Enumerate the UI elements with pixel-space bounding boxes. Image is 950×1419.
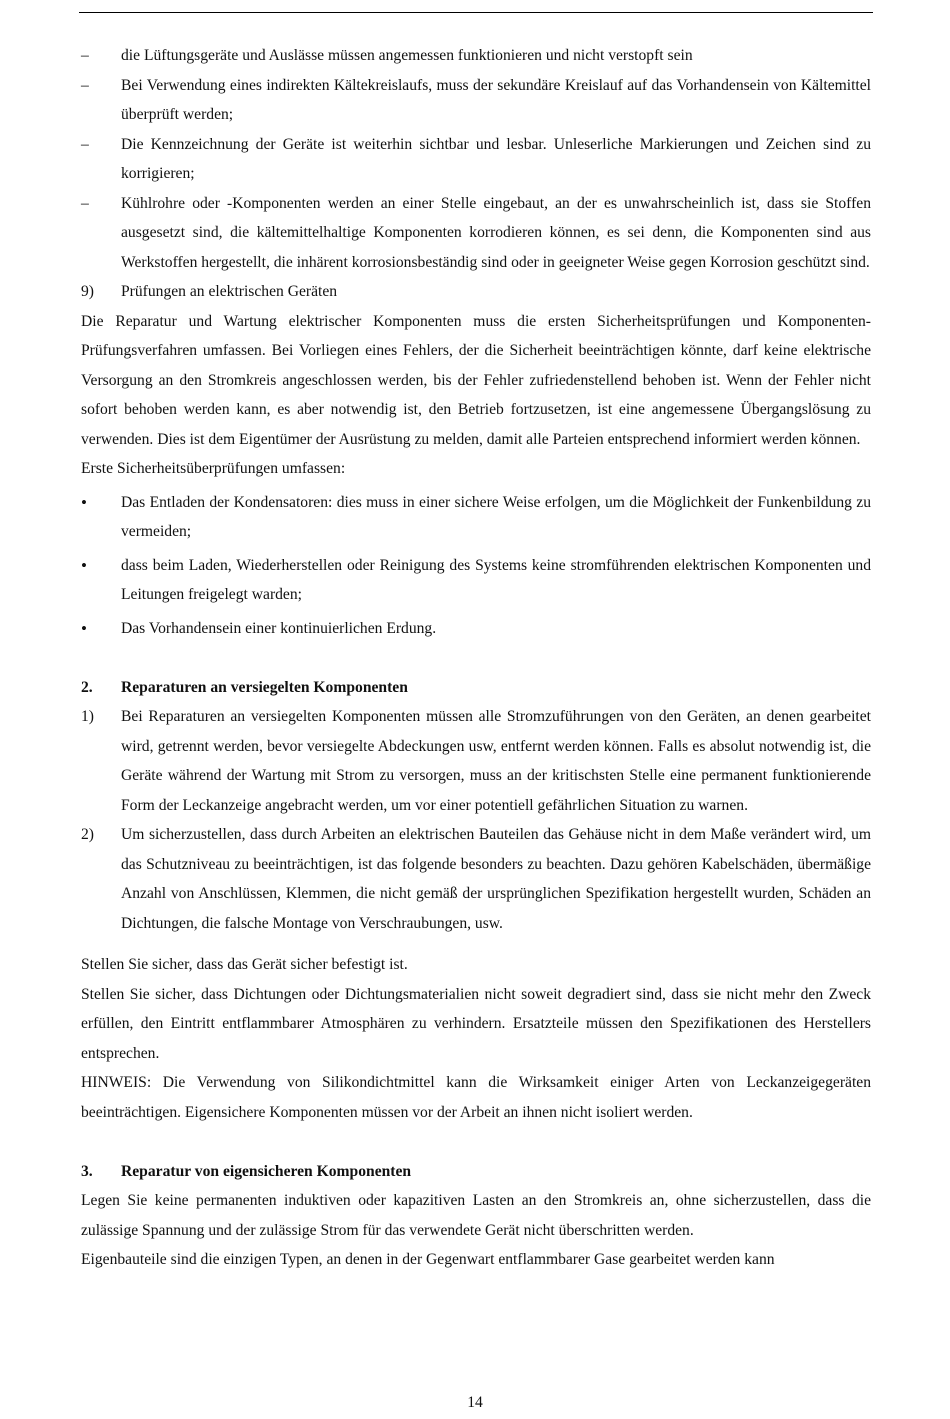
item-text: Um sicherzustellen, dass durch Arbeiten an elektrischen Bauteilen das Gehäuse nicht in dem Maße verändert wird, um das Schutzniveau zu beeinträchtigen, ist das folgende besonders zu beachten. Dazu gehören Kabelschäden, übermäßige Anzahl von Anschlüssen, Klemmen, die nicht gemäß der ursprünglichen Spezifikation hergestellt wurden, Schäden an Dichtungen, die falsche Montage von Verschraubungen, usw. [121, 826, 871, 932]
bullet-marker: • [81, 492, 87, 512]
bullet-marker: • [81, 555, 87, 575]
note-paragraph: HINWEIS: Die Verwendung von Silikondichtmittel kann die Wirksamkeit einiger Arten von Leckanzeigegeräten beeinträchtigen. Eigensichere Komponenten müssen vor der Arbeit an ihnen nicht isoliert werden. [81, 1074, 871, 1121]
bullet-text: Das Vorhandensein einer kontinuierlichen Erdung. [121, 619, 437, 637]
section-2-paragraph: Stellen Sie sicher, dass das Gerät sicher befestigt ist. [81, 956, 408, 973]
dash-list-item [81, 71, 871, 130]
dash-list-item [81, 41, 871, 71]
section-number: 3. [81, 1162, 93, 1180]
bullet-marker: • [81, 618, 87, 638]
section-9-heading [81, 277, 871, 307]
dash-marker: – [81, 47, 89, 64]
item-number: 1) [81, 708, 94, 725]
section-3-paragraph: Legen Sie keine permanenten induktiven oder kapazitiven Lasten an den Stromkreis an, ohne sicherzustellen, dass die zulässige Spannung und der zulässige Strom für das verwendete Gerät nicht überschritten werden. [81, 1192, 871, 1239]
section-2-heading [81, 673, 871, 703]
section-number: 2. [81, 678, 93, 696]
section-9-paragraph: Die Reparatur und Wartung elektrischer Komponenten muss die ersten Sicherheitsprüfungen und Komponenten-Prüfungsverfahren umfassen. Bei Vorliegen eines Fehlers, der die Sicherheit beeinträchtigen könnte, darf keine elektrische Versorgung an den Stromkreis angeschlossen werden, bis der Fehler zufriedenstellend behoben ist. Wenn der Fehler nicht sofort behoben werden kann, es aber notwendig ist, den Betrieb fortzusetzen, ist eine angemessene Übergangslösung zu verwenden. Dies ist dem Eigentümer der Ausrüstung zu melden, damit alle Parteien entsprechend informiert werden können. [81, 312, 871, 448]
bullet-item [81, 551, 871, 610]
dash-marker: – [81, 194, 89, 212]
bullet-item [81, 614, 871, 644]
item-number: 2) [81, 826, 94, 843]
section-2-paragraph: Stellen Sie sicher, dass Dichtungen oder Dichtungsmaterialien nicht soweit degradiert sind, dass sie nicht mehr den Zweck erfüllen, den Eintritt entflammbarer Atmosphären zu verhindern. Ersatzteile müssen den Spezifikationen des Herstellers entsprechen. [81, 985, 871, 1062]
section-3-heading [81, 1157, 871, 1187]
item-text: Bei Reparaturen an versiegelten Komponenten müssen alle Stromzuführungen von den Geräten, an denen gearbeitet wird, getrennt werden, bevor versiegelte Abdeckungen usw, entfernt werden können. Falls es absolut notwendig ist, die Geräte während der Wartung mit Strom zu versorgen, muss an der kritischsten Stelle eine permanent funktionierende Form der Leckanzeige angebracht werden, um vor einer potentiell gefährlichen Situation zu warnen. [121, 708, 871, 814]
header-rule [79, 12, 873, 13]
checks-intro: Erste Sicherheitsüberprüfungen umfassen: [81, 460, 346, 477]
dash-marker: – [81, 76, 89, 94]
bullet-item [81, 488, 871, 547]
numbered-item [81, 702, 871, 820]
section-title: Prüfungen an elektrischen Geräten [121, 283, 338, 300]
dash-list-item [81, 189, 871, 278]
dash-item-text: Die Kennzeichnung der Geräte ist weiterhin sichtbar und lesbar. Unleserliche Markierungen und Zeichen sind zu korrigieren; [121, 135, 871, 182]
dash-list-item [81, 130, 871, 189]
dash-item-text: Bei Verwendung eines indirekten Kältekreislaufs, muss der sekundäre Kreislauf auf das Vorhandensein von Kältemittel überprüft werden; [121, 76, 871, 123]
bullet-text: Das Entladen der Kondensatoren: dies muss in einer sichere Weise erfolgen, um die Möglichkeit der Funkenbildung zu vermeiden; [121, 493, 871, 540]
section-number: 9) [81, 283, 94, 300]
numbered-item [81, 820, 871, 938]
section-title: Reparaturen an versiegelten Komponenten [121, 678, 408, 696]
section-3-paragraph: Eigenbauteile sind die einzigen Typen, an denen in der Gegenwart entflammbarer Gase gearbeitet werden kann [81, 1251, 775, 1268]
bullet-text: dass beim Laden, Wiederherstellen oder Reinigung des Systems keine stromführenden elektrischen Komponenten und Leitungen freigelegt warden; [121, 556, 871, 603]
section-title: Reparatur von eigensicheren Komponenten [121, 1162, 412, 1180]
page-content [81, 41, 871, 1275]
dash-marker: – [81, 135, 89, 153]
page-number: 14 [467, 1394, 483, 1411]
dash-item-text: die Lüftungsgeräte und Auslässe müssen angemessen funktionieren und nicht verstopft sein [121, 47, 693, 64]
dash-item-text: Kühlrohre oder -Komponenten werden an einer Stelle eingebaut, an der es unwahrscheinlich ist, dass sie Stoffen ausgesetzt sind, die kältemittelhaltige Komponenten korrodieren können, es sei denn, die Komponenten sind aus Werkstoffen hergestellt, die inhärent korrosionsbeständig sind oder in geeigneter Weise gegen Korrosion geschützt sind. [121, 194, 871, 271]
